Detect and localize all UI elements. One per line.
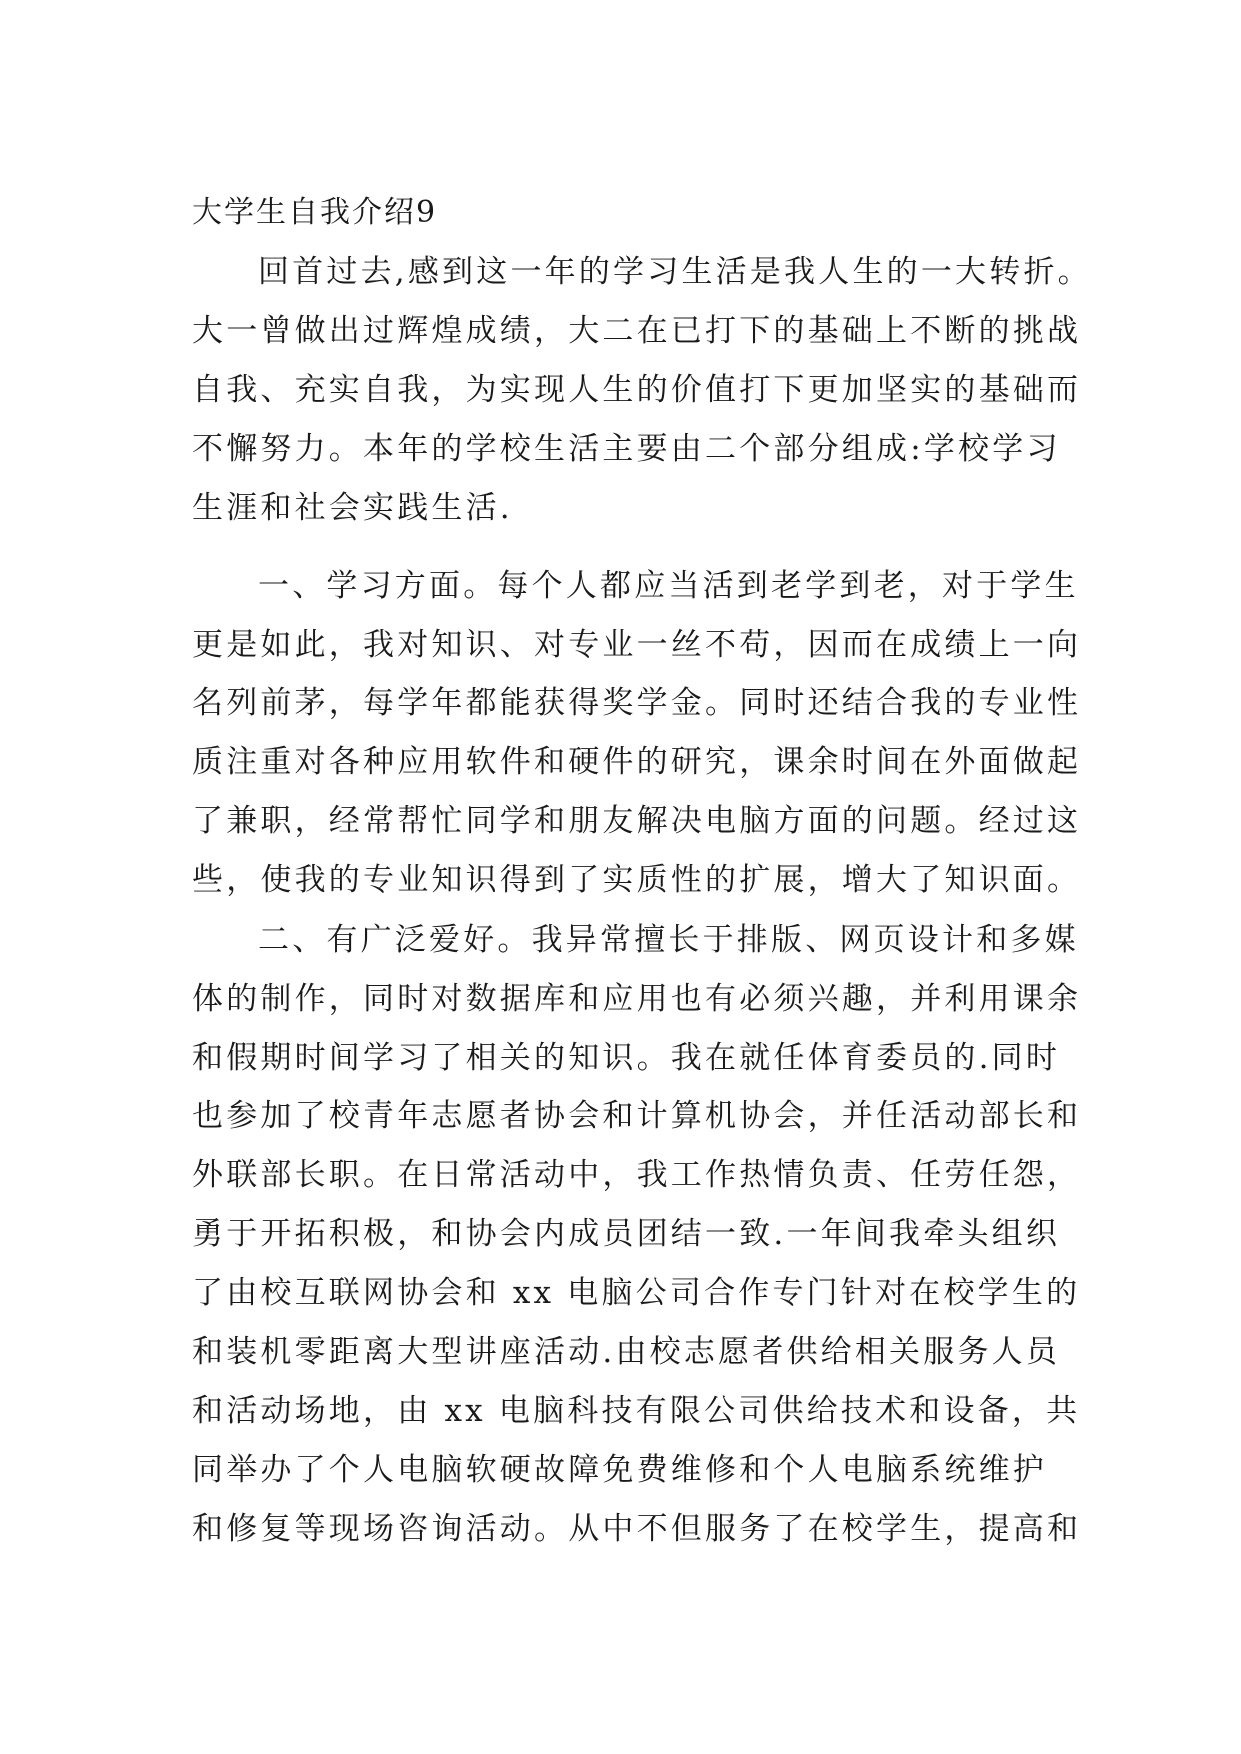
paragraph-1-line-4: 不懈努力。本年的学校生活主要由二个部分组成:学校学习 bbox=[192, 431, 1061, 467]
paragraph-2-line-4: 质注重对各种应用软件和硬件的研究，课余时间在外面做起 bbox=[192, 744, 1082, 780]
paragraph-3-line-10: 同举办了个人电脑软硬故障免费维修和个人电脑系统维护 bbox=[192, 1452, 1047, 1488]
paragraph-3-line-1: 二、有广泛爱好。我异常擅长于排版、网页设计和多媒 bbox=[258, 922, 1079, 958]
paragraph-3-line-9: 和活动场地，由 xx 电脑科技有限公司供给技术和设备，共 bbox=[192, 1393, 1081, 1429]
paragraph-3-line-2: 体的制作，同时对数据库和应用也有必须兴趣，并利用课余 bbox=[192, 981, 1082, 1017]
paragraph-3-line-4: 也参加了校青年志愿者协会和计算机协会，并任活动部长和 bbox=[192, 1098, 1082, 1134]
paragraph-1-line-3: 自我、充实自我，为实现人生的价值打下更加坚实的基础而 bbox=[192, 372, 1082, 408]
paragraph-2-line-3: 名列前茅，每学年都能获得奖学金。同时还结合我的专业性 bbox=[192, 685, 1082, 721]
document-title: 大学生自我介绍9 bbox=[192, 195, 438, 230]
paragraph-3-line-11: 和修复等现场咨询活动。从中不但服务了在校学生，提高和 bbox=[192, 1511, 1082, 1547]
paragraph-1-line-5: 生涯和社会实践生活. bbox=[192, 490, 513, 526]
paragraph-2-line-6: 些，使我的专业知识得到了实质性的扩展，增大了知识面。 bbox=[192, 862, 1082, 898]
paragraph-3-line-3: 和假期时间学习了相关的知识。我在就任体育委员的.同时 bbox=[192, 1040, 1061, 1076]
paragraph-1-line-2: 大一曾做出过辉煌成绩，大二在已打下的基础上不断的挑战 bbox=[192, 313, 1082, 349]
paragraph-3-line-6: 勇于开拓积极，和协会内成员团结一致.一年间我牵头组织 bbox=[192, 1216, 1061, 1252]
paragraph-3-line-7: 了由校互联网协会和 xx 电脑公司合作专门针对在校学生的 bbox=[192, 1275, 1081, 1311]
paragraph-3-line-8: 和装机零距离大型讲座活动.由校志愿者供给相关服务人员 bbox=[192, 1334, 1061, 1370]
paragraph-2-line-2: 更是如此，我对知识、对专业一丝不苟，因而在成绩上一向 bbox=[192, 627, 1082, 663]
paragraph-1-line-1: 回首过去,感到这一年的学习生活是我人生的一大转折。 bbox=[258, 254, 1092, 290]
paragraph-2-line-1: 一、学习方面。每个人都应当活到老学到老，对于学生 bbox=[258, 568, 1079, 604]
paragraph-2-line-5: 了兼职，经常帮忙同学和朋友解决电脑方面的问题。经过这 bbox=[192, 803, 1082, 839]
paragraph-3-line-5: 外联部长职。在日常活动中，我工作热情负责、任劳任怨， bbox=[192, 1157, 1082, 1193]
